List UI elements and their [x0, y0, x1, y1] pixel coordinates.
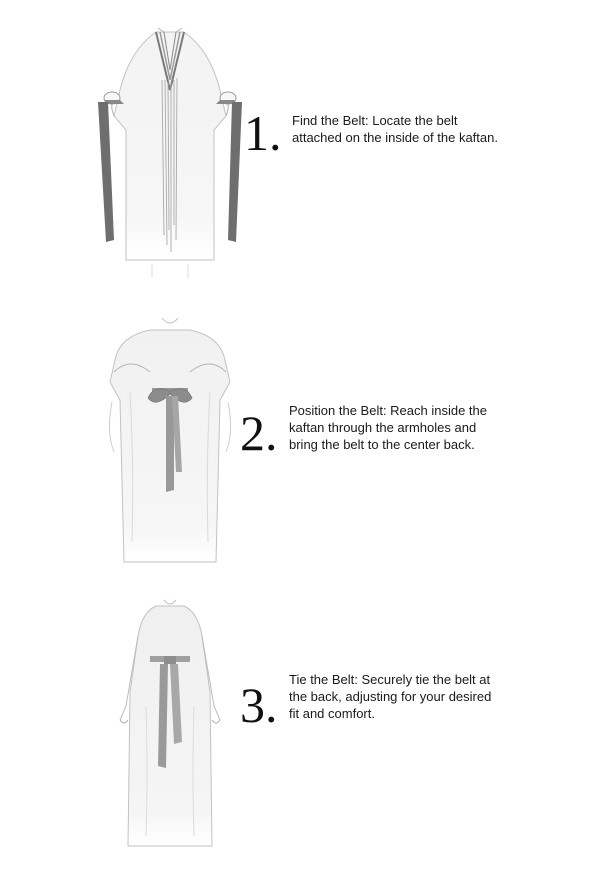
step-2: [0, 290, 590, 580]
step-1-number: 1.: [244, 105, 282, 161]
step-1-text: Find the Belt: Locate the belt attached on the inside of the kaftan.: [292, 113, 498, 145]
kaftan-back-belt-tied-illustration: [90, 596, 250, 866]
step-3: [0, 580, 590, 885]
step-1: [0, 0, 590, 290]
step-2-text: Position the Belt: Reach inside the kaftan through the armholes and bring the belt to the center back.: [289, 403, 488, 452]
kaftan-front-belt-extended-illustration: [90, 20, 250, 285]
step-3-number: 3.: [240, 677, 278, 733]
step-2-number: 2.: [240, 405, 278, 461]
kaftan-back-belt-positioned-illustration: [90, 312, 250, 577]
step-3-text: Tie the Belt: Securely tie the belt at the back, adjusting for your desired fit and comfort.: [289, 672, 492, 721]
